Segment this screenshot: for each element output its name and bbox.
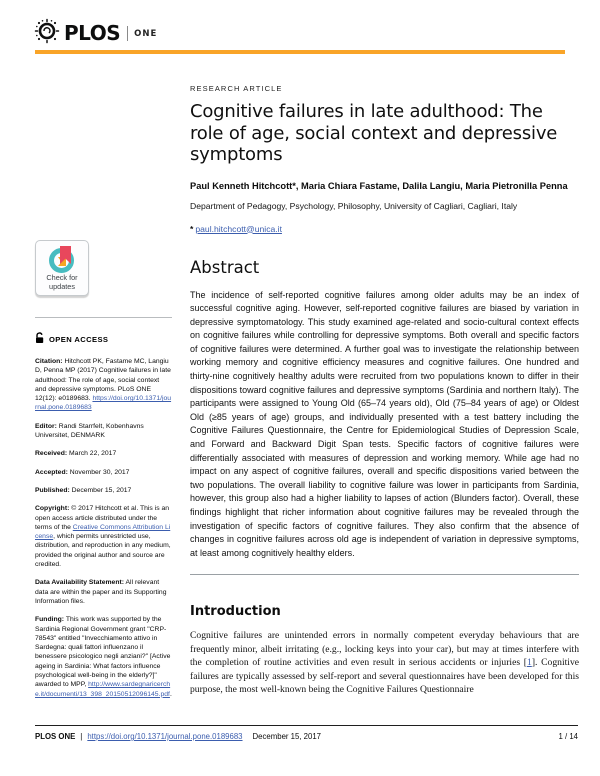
reference-1-link[interactable]: 1	[527, 657, 532, 669]
article-type-kicker: RESEARCH ARTICLE	[190, 84, 283, 93]
masthead-accent-rule	[35, 50, 565, 54]
check-for-updates-badge[interactable]	[35, 240, 89, 296]
editor-block	[35, 422, 172, 441]
copyright-text: © 2017 Hitchcott et al. This is an open access article distributed under the terms of the	[35, 505, 170, 531]
abstract-heading: Abstract	[190, 257, 260, 277]
open-access-label: OPEN ACCESS	[49, 334, 109, 344]
open-access-row	[35, 332, 172, 346]
copyright-text-after: , which permits unrestricted use, distribution, and reproduction in any medium, provided the original author and source are credited.	[35, 533, 171, 569]
intro-text-after: ]. Cognitive failures are typically assessed by self-report and several questionnaires have been developed for this purpose, the most well-known being the Cognitive Failures Questionnaire	[190, 657, 579, 695]
funding-label: Funding:	[35, 616, 65, 624]
funding-block	[35, 615, 172, 699]
accepted-label: Accepted:	[35, 468, 68, 476]
published-label: Published:	[35, 486, 70, 494]
affiliation: Department of Pedagogy, Psychology, Philosophy, University of Cagliari, Cagliari, Italy	[190, 200, 518, 211]
sidebar-divider	[35, 317, 172, 318]
logo-divider	[127, 26, 128, 41]
cc-license-link[interactable]: Creative Commons Attribution License	[35, 523, 171, 541]
email-marker: *	[190, 223, 194, 234]
plos-wordmark: PLOS	[64, 21, 121, 45]
corresponding-email-line	[190, 224, 579, 234]
page-footer	[35, 732, 578, 741]
footer-doi-link[interactable]: https://doi.org/10.1371/journal.pone.0189683	[87, 732, 243, 741]
plos-globe-icon	[34, 18, 60, 49]
funding-url-link[interactable]: http://www.sardegnaricerche.it/documenti/13_398_20150512096145.pdf	[35, 681, 171, 698]
footer-journal-name: PLOS ONE	[35, 732, 76, 741]
crossmark-icon	[46, 246, 78, 273]
corresponding-email-link[interactable]: paul.hitchcott@unica.it	[195, 223, 282, 234]
open-lock-icon	[35, 332, 45, 346]
abstract-end-rule	[190, 574, 579, 575]
data-availability-block	[35, 578, 172, 606]
data-availability-text: All relevant data are within the paper and its Supporting Information files.	[35, 579, 167, 605]
editor-label: Editor:	[35, 422, 57, 430]
footer-date: December 15, 2017	[252, 732, 322, 741]
citation-text: Hitchcott PK, Fastame MC, Langiu D, Penna MP (2017) Cognitive failures in late adulthood: The role of age, social context and depressive symptoms. PLoS ONE 12(12): e0189683.	[35, 358, 171, 403]
article-body	[190, 84, 579, 696]
author-list: Paul Kenneth Hitchcott*, Maria Chiara Fastame, Dalila Langiu, Maria Pietronilla Penna	[190, 180, 568, 191]
received-text: March 22, 2017	[67, 450, 117, 458]
article-metadata-sidebar	[35, 240, 172, 708]
published-text: December 15, 2017	[69, 486, 132, 494]
page-number: 1 / 14	[558, 732, 578, 741]
funding-text: This work was supported by the Sardinia Regional Government grant "CRP-78543" entitled "Invecchiamento attivo in Sardegna: quali fattori influenzano il benessere psicologico negli anziani?" [Active ageing in Sardinia: What factors influence psychological well-being in the elderly?]" awarded to MPP,	[35, 616, 171, 689]
published-block	[35, 486, 172, 495]
footer-citation	[35, 732, 321, 741]
introduction-heading: Introduction	[190, 604, 281, 620]
abstract-text: The incidence of self-reported cognitive failures among older adults may be an index of successful cognitive aging. However, self-reported cognitive failures are biased by variation in depressive symptomatology. This study examined age-related and socio-cultural context effects on cognitive failures while controlling for depressive symptoms. Both overall and specific factors of cognitive failures were determined. A further goal was to investigate the relationship between working memory and cognitive efficiency measures and cognitive failures. One hundred and thirty-nine cognitively healthy adults were recruited from two populations known to differ in their dispositions toward cognitive failures and depressive symptoms (Sardinia and northern Italy). The participants were assigned to Young Old (65–74 years old), Old (75–84 years of age) or Oldest Old (≥85 years of age) groups, and individually presented with a test battery including the Cognitive Failures Questionnaire, the Centre for Epidemiological Studies of Depression Scale, and Forward and Backward Digit Span tests. Specific factors of cognitive failures were differentially associated with measures of depression and working memory. While age had no impact on any aspect of cognitive failures, overall and specific dispositions varied between the two populations. The overall liability to cognitive failure was lower in participants from Sardinia, however, this group also had a higher liability to lapses of action (Blunders factor). Overall, these findings highlight that richer information about cognitive failures may be revealed through the investigation of specific factors of cognitive failures. They also confirm that the absence of changes in cognitive failures across old age is independent of variation in depressive symptoms, at least among cognitively healthy elders.	[190, 289, 579, 558]
received-block	[35, 449, 172, 458]
intro-text-before: Cognitive failures are unintended errors in normally competent everyday behaviours that are frequently minor, albeit irritating (e.g., locking keys into your car), but may at times interfere with the completion of routine activities and even result in serious accidents or injuries [	[190, 630, 579, 669]
footer-separator: |	[80, 732, 83, 741]
plos-logo[interactable]	[34, 17, 157, 49]
editor-text: Randi Starrfelt, Kobenhavns Universitet, DENMARK	[35, 422, 144, 440]
article-title: Cognitive failures in late adulthood: The role of age, social context and depressive symptoms	[190, 101, 558, 165]
introduction-text	[190, 629, 579, 696]
one-wordmark: ONE	[134, 29, 158, 39]
copyright-block	[35, 504, 172, 569]
citation-doi-link[interactable]: https://doi.org/10.1371/journal.pone.0189683	[35, 395, 172, 412]
accepted-text: November 30, 2017	[67, 468, 130, 476]
footer-rule	[35, 725, 578, 726]
received-label: Received:	[35, 450, 68, 458]
check-for-updates-label: Check for updates	[46, 273, 78, 291]
copyright-label: Copyright:	[35, 505, 70, 513]
funding-text-after: .	[169, 690, 172, 698]
citation-block	[35, 357, 172, 413]
citation-label: Citation:	[35, 358, 63, 365]
data-availability-label: Data Availability Statement:	[35, 579, 125, 587]
accepted-block	[35, 468, 172, 477]
